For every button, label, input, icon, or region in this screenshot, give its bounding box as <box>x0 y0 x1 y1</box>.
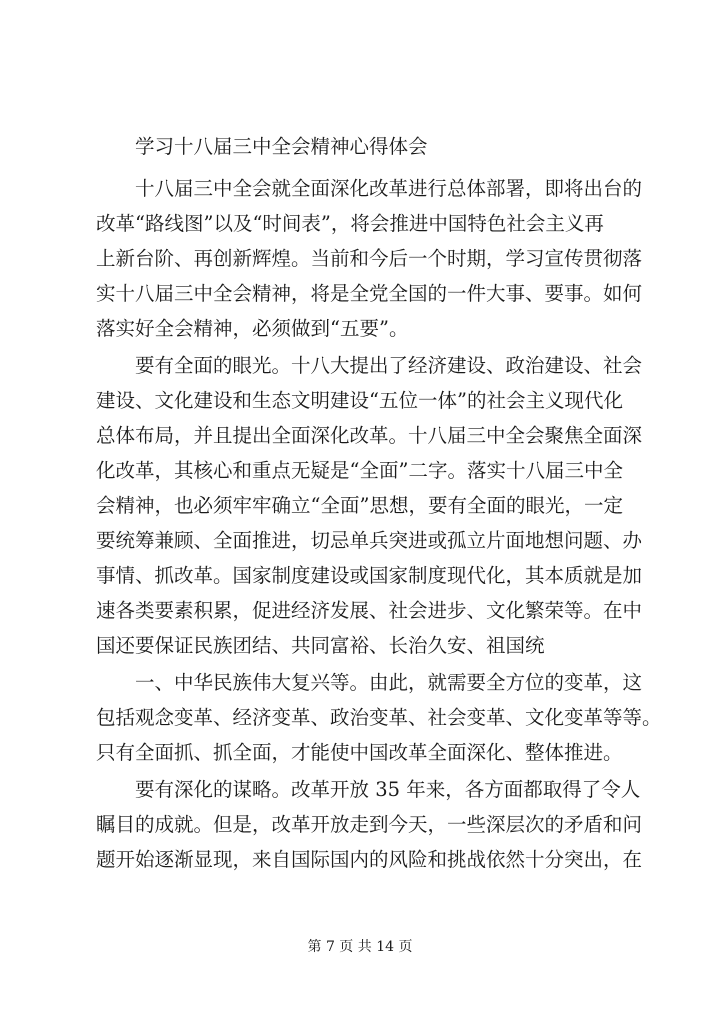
paragraph-line: 题开始逐渐显现，来自国际国内的风险和挑战依然十分突出，在 <box>96 848 643 871</box>
paragraph-line: 落实好全会精神，必须做到“五要”。 <box>96 317 409 340</box>
paragraph-line: 十八届三中全会就全面深化改革进行总体部署，即将出台的 <box>135 177 643 200</box>
paragraph-line: 实十八届三中全会精神，将是全党全国的一件大事、要事。如何 <box>96 282 643 305</box>
paragraph-line: 上新台阶、再创新辉煌。当前和今后一个时期，学习宣传贯彻落 <box>96 247 643 270</box>
paragraph-line: 瞩目的成就。但是，改革开放走到今天，一些深层次的矛盾和问 <box>96 813 643 836</box>
paragraph-line: 包括观念变革、经济变革、政治变革、社会变革、文化变革等等。 <box>96 706 662 729</box>
paragraph-line: 一、中华民族伟大复兴等。由此，就需要全方位的变革，这 <box>135 671 643 694</box>
paragraph-line: 国还要保证民族团结、共同富裕、长治久安、祖国统 <box>96 634 545 657</box>
paragraph-line: 总体布局，并且提出全面深化改革。十八届三中全会聚焦全面深 <box>96 424 643 447</box>
paragraph-line: 只有全面抓、抓全面，才能使中国改革全面深化、整体推进。 <box>96 741 623 764</box>
paragraph-line: 建设、文化建设和生态文明建设“五位一体”的社会主义现代化 <box>96 389 623 412</box>
paragraph-line: 要有全面的眼光。十八大提出了经济建设、政治建设、社会 <box>135 354 643 377</box>
paragraph-line: 化改革，其核心和重点无疑是“全面”二字。落实十八届三中全 <box>96 459 623 482</box>
paragraph-line: 速各类要素积累，促进经济发展、社会进步、文化繁荣等。在中 <box>96 599 643 622</box>
paragraph-line: 要有深化的谋略。改革开放 35 年来，各方面都取得了令人 <box>135 778 641 801</box>
page-number-footer: 第 7 页 共 14 页 <box>307 939 413 955</box>
document-title: 学习十八届三中全会精神心得体会 <box>135 135 428 158</box>
paragraph-line: 事情、抓改革。国家制度建设或国家制度现代化，其本质就是加 <box>96 564 643 587</box>
paragraph-line: 改革“路线图”以及“时间表”，将会推进中国特色社会主义再 <box>96 212 604 235</box>
paragraph-line: 要统筹兼顾、全面推进，切忌单兵突进或孤立片面地想问题、办 <box>96 529 643 552</box>
paragraph-line: 会精神，也必须牢牢确立“全面”思想，要有全面的眼光，一定 <box>96 494 623 517</box>
